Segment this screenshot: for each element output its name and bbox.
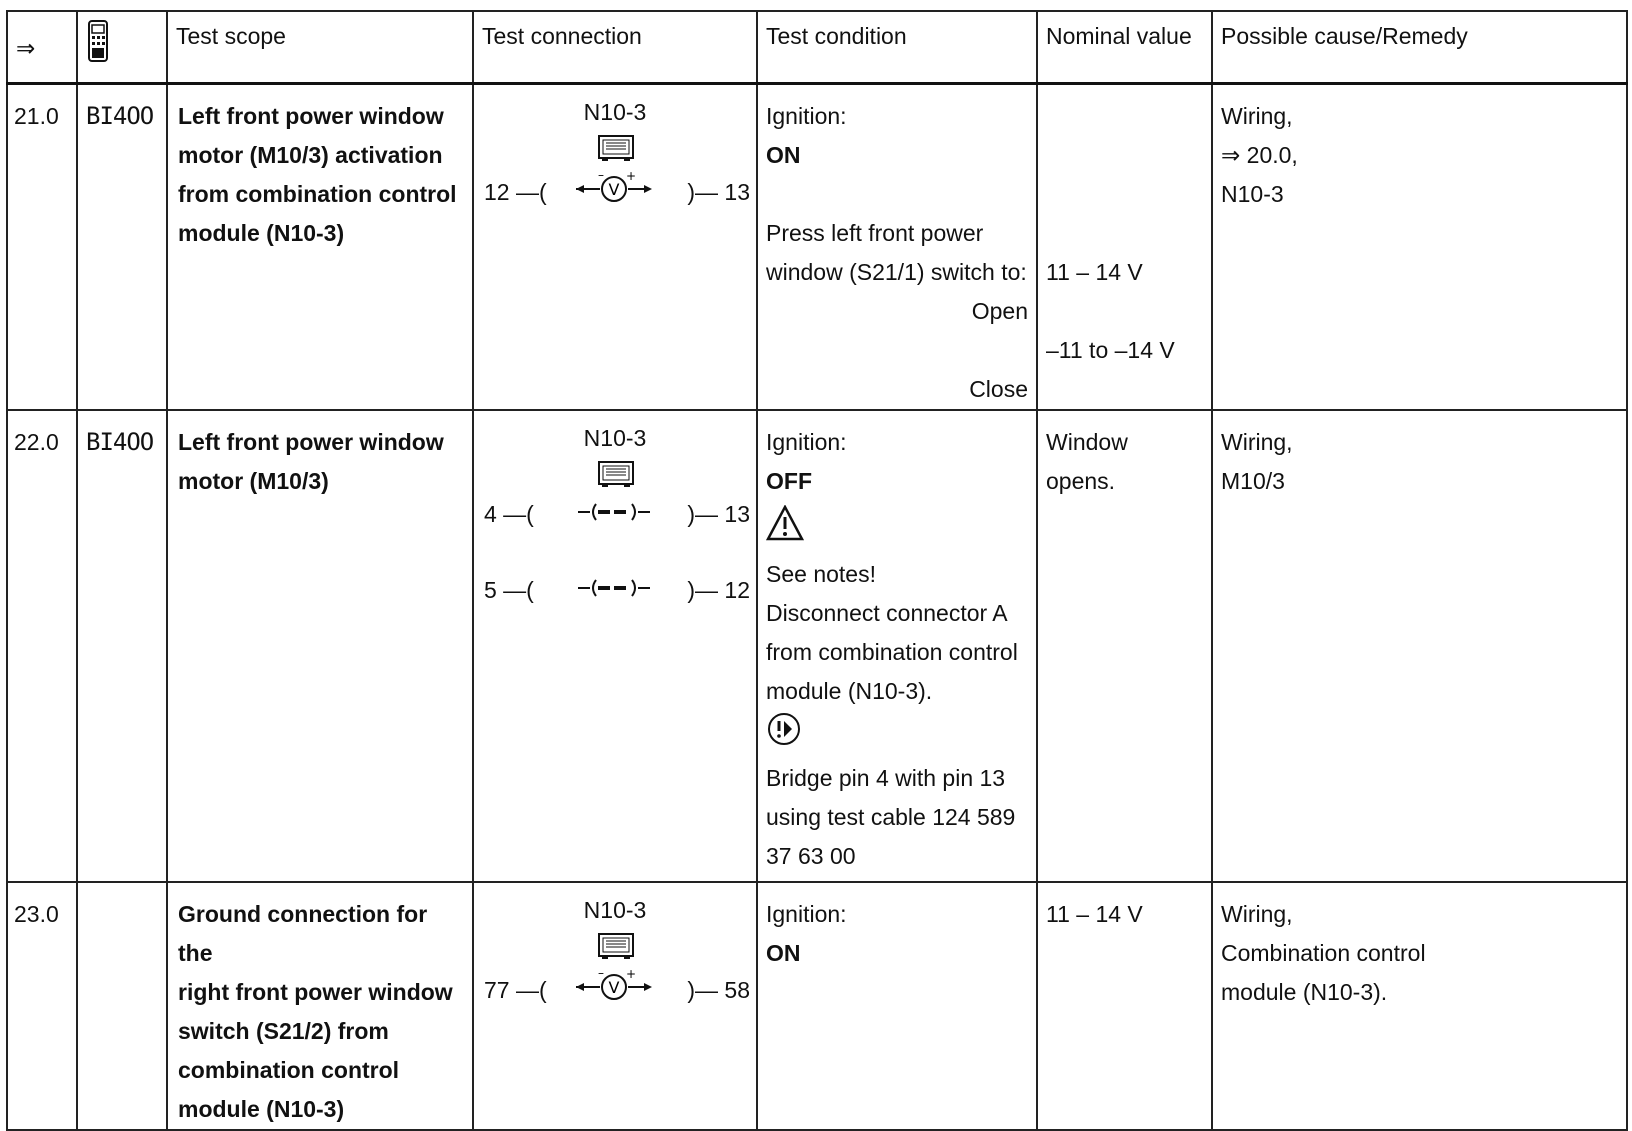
svg-text:+: + (626, 171, 637, 183)
possible-cause-cell: Wiring, ⇒ 20.0, N10-3 (1212, 84, 1627, 411)
pin-left-label: 12 —( (484, 179, 547, 205)
svg-text:–: – (598, 171, 604, 182)
header-arrow: ⇒ (7, 11, 77, 84)
test-scope-cell: Left front power window motor (M10/3) (167, 410, 473, 882)
voltmeter-icon (574, 969, 654, 1003)
header-test-condition: Test condition (757, 11, 1037, 84)
pin-right-label: )— 12 (687, 577, 750, 603)
bridge-cable-icon (574, 575, 654, 601)
svg-text:V: V (608, 978, 620, 997)
header-tester-cell (77, 11, 167, 84)
table-row (7, 410, 1627, 882)
control-module-icon (598, 135, 634, 161)
pin-left-label: 5 —( (484, 577, 534, 603)
row-number-cell: 21.0 (7, 84, 77, 411)
table-row (7, 84, 1627, 411)
bridge-cable-icon (574, 499, 654, 525)
pin-right-label: )— 13 (687, 179, 750, 205)
pin-left-label: 77 —( (484, 977, 547, 1003)
test-scope-cell: Left front power window motor (M10/3) activation from combination control module (N10-3) (167, 84, 473, 411)
test-scope-cell: Ground connection for the right front power window switch (S21/2) from combination control module (N10-3) (167, 882, 473, 1130)
connector-label: N10-3 (583, 99, 647, 125)
svg-text:–: – (598, 969, 604, 980)
header-nominal-value: Nominal value (1037, 11, 1212, 84)
row-number-cell: 23.0 (7, 882, 77, 1130)
tester-code-cell: BI4OO (77, 410, 167, 882)
caution-note-icon (766, 711, 802, 747)
possible-cause-cell: Wiring, Combination control module (N10-3). (1212, 882, 1627, 1130)
table-header-row (7, 11, 1627, 84)
test-condition-cell: Ignition: ON (757, 882, 1037, 1130)
header-possible-cause: Possible cause/Remedy (1212, 11, 1627, 84)
test-connection-cell (473, 410, 757, 882)
test-connection-cell (473, 882, 757, 1130)
tester-code-cell: BI4OO (77, 84, 167, 411)
test-condition-cell: Ignition: OFF See notes! Disconnect connector A from combination control module (N10-3). Bridge pin 4 with pin 13 using test cable 124 589 37 63 00 (757, 410, 1037, 882)
header-test-connection: Test connection (473, 11, 757, 84)
nominal-value-cell: Window opens. (1037, 410, 1212, 882)
connector-label: N10-3 (583, 425, 647, 451)
header-test-scope: Test scope (167, 11, 473, 84)
voltmeter-icon (574, 171, 654, 205)
control-module-icon (598, 461, 634, 487)
possible-cause-cell: Wiring, M10/3 (1212, 410, 1627, 882)
test-condition-cell: Ignition: ON Press left front power window (S21/1) switch to: Open Close (757, 84, 1037, 411)
control-module-icon (598, 933, 634, 959)
diagnostic-test-table (6, 10, 1628, 1131)
svg-text:+: + (626, 969, 637, 981)
row-number-cell: 22.0 (7, 410, 77, 882)
tester-code-cell (77, 882, 167, 1130)
nominal-value-cell: 11 – 14 V (1037, 882, 1212, 1130)
pin-right-label: )— 13 (687, 501, 750, 527)
pin-right-label: )— 58 (687, 977, 750, 1003)
warning-triangle-icon (766, 505, 804, 541)
tester-device-icon (86, 20, 110, 62)
pin-left-label: 4 —( (484, 501, 534, 527)
test-connection-cell (473, 84, 757, 411)
table-row (7, 882, 1627, 1130)
svg-text:V: V (608, 180, 620, 199)
connector-label: N10-3 (583, 897, 647, 923)
nominal-value-cell: 11 – 14 V –11 to –14 V (1037, 84, 1212, 411)
